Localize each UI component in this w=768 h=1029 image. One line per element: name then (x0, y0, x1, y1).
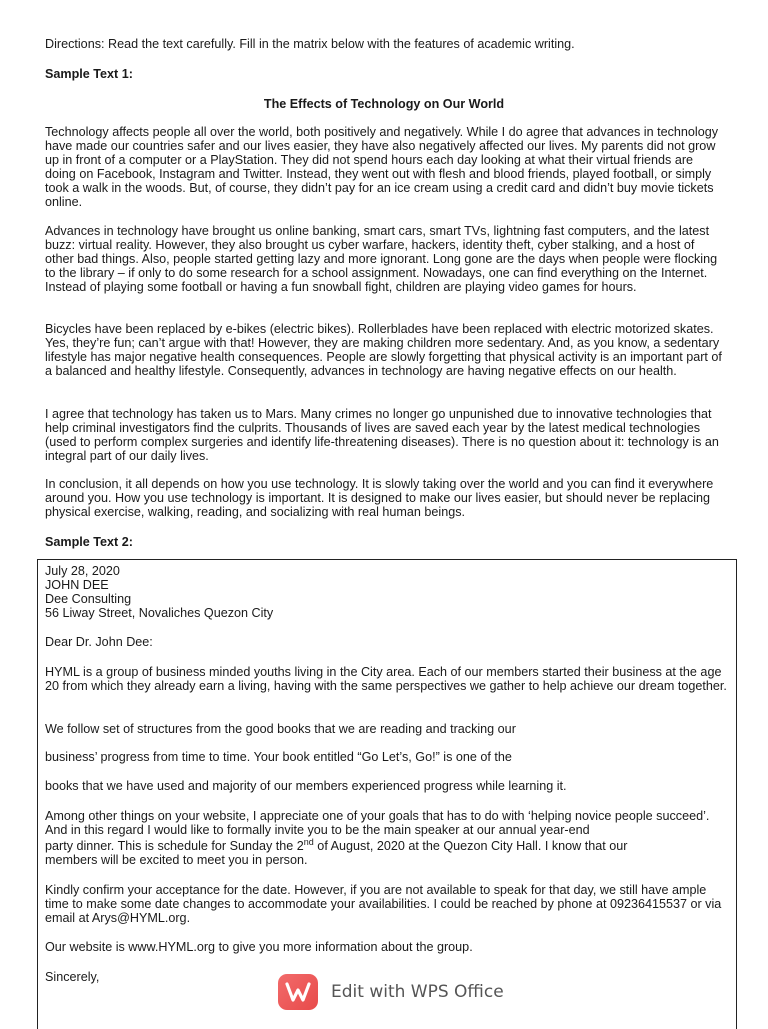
wps-logo-icon (278, 974, 318, 1010)
letter-recipient-address: 56 Liway Street, Novaliches Quezon City (45, 606, 274, 620)
essay-paragraph-2: Advances in technology have brought us online banking, smart cars, smart TVs, lightning fast computers, and the latest buzz: virtual reality. However, they also brought us cyber warfare, hackers, identity theft, cyber stalking, and a host of other bad things. Also, people started getting lazy and more ignorant. Long gone are the days when people were flocking to the library – if only to do some research for a school assignment. Nowadays, one can find everything on the Internet. Instead of playing some football or having a fun snowball fight, children are playing video games for hours. (45, 224, 718, 294)
sample-text-1-heading: Sample Text 1: (45, 67, 133, 81)
essay-paragraph-5: In conclusion, it all depends on how you use technology. It is slowly taking over the world and you can find it everywhere around you. How you use technology is important. It is designed to make our lives easier, but should never be replacing physical exercise, walking, reading, and socializing with real human beings. (45, 477, 714, 519)
letter-paragraph-3-pre: party dinner. This is schedule for Sunday the 2 (45, 839, 304, 853)
letter-paragraph-5: Our website is www.HYML.org to give you more information about the group. (45, 940, 473, 954)
directions-text: Directions: Read the text carefully. Fill in the matrix below with the features of academic writing. (45, 37, 575, 51)
letter-paragraph-2-line-1: We follow set of structures from the good books that we are reading and tracking our (45, 722, 516, 736)
letter-closing: Sincerely, (45, 970, 100, 984)
letter-recipient-company: Dee Consulting (45, 592, 132, 606)
ordinal-suffix: nd (303, 837, 314, 847)
essay-paragraph-1: Technology affects people all over the world, both positively and negatively. While I do agree that advances in technology have made our countries safer and our lives easier, they have also negatively affected our lives. My parents did not grow up in front of a computer or a PlayStation. They did not spend hours each day looking at what their virtual friends are doing on Facebook, Instagram and Twitter. Instead, they went out with flesh and blood friends, played football, or simply took a walk in the woods. But, of course, they didn’t pay for an ice cream using a credit card and didn’t buy movie tickets online. (45, 125, 719, 209)
wps-watermark[interactable] (278, 973, 504, 1011)
letter-paragraph-3-line-3: members will be excited to meet you in person. (45, 853, 308, 867)
essay-paragraph-3: Bicycles have been replaced by e-bikes (electric bikes). Rollerblades have been replaced with electric motorized skates. Yes, they’re fun; can’t argue with that! However, they are making children more sedentary. And, as you know, a sedentary lifestyle has major negative health consequences. People are slowly forgetting that physical activity is an important part of a balanced and healthy lifestyle. Consequently, advances in technology are having negative effects on our health. (45, 322, 722, 378)
sample-text-2-heading: Sample Text 2: (45, 535, 133, 549)
letter-paragraph-2-line-2: business’ progress from time to time. Your book entitled “Go Let’s, Go!” is one of the (45, 750, 512, 764)
letter-paragraph-3-part-1: Among other things on your website, I appreciate one of your goals that has to do with ‘helping novice people succeed’. And in this regard I would like to formally invite you to be the main speaker at our annual year-end (45, 809, 710, 837)
letter-paragraph-4: Kindly confirm your acceptance for the date. However, if you are not available to speak for that day, we still have ample time to make some date changes to accommodate your availabilities. I could be reached by phone at 09236415537 or via email at Arys@HYML.org. (45, 883, 722, 925)
letter-salutation: Dear Dr. John Dee: (45, 635, 153, 649)
wps-watermark-label: Edit with WPS Office (331, 982, 504, 1002)
letter-paragraph-3-post: of August, 2020 at the Quezon City Hall. I know that our (313, 839, 628, 853)
essay-title: The Effects of Technology on Our World (263, 97, 505, 111)
essay-paragraph-4: I agree that technology has taken us to Mars. Many crimes no longer go unpunished due to innovative technologies that help criminal investigators find the culprits. Thousands of lives are saved each year by the latest medical technologies (used to perform complex surgeries and identify life-threatening diseases). There is no question about it: technology is an integral part of our daily lives. (45, 407, 719, 463)
letter-paragraph-1: HYML is a group of business minded youths living in the City area. Each of our members started their business at the age 20 from which they already earn a living, having with the same perspectives we gather to help achieve our dream together. (45, 665, 727, 693)
letter-recipient-name: JOHN DEE (45, 578, 109, 592)
letter-box (37, 559, 737, 1029)
letter-paragraph-2-line-3: books that we have used and majority of our members experienced progress while learning it. (45, 779, 567, 793)
letter-date: July 28, 2020 (45, 564, 120, 578)
